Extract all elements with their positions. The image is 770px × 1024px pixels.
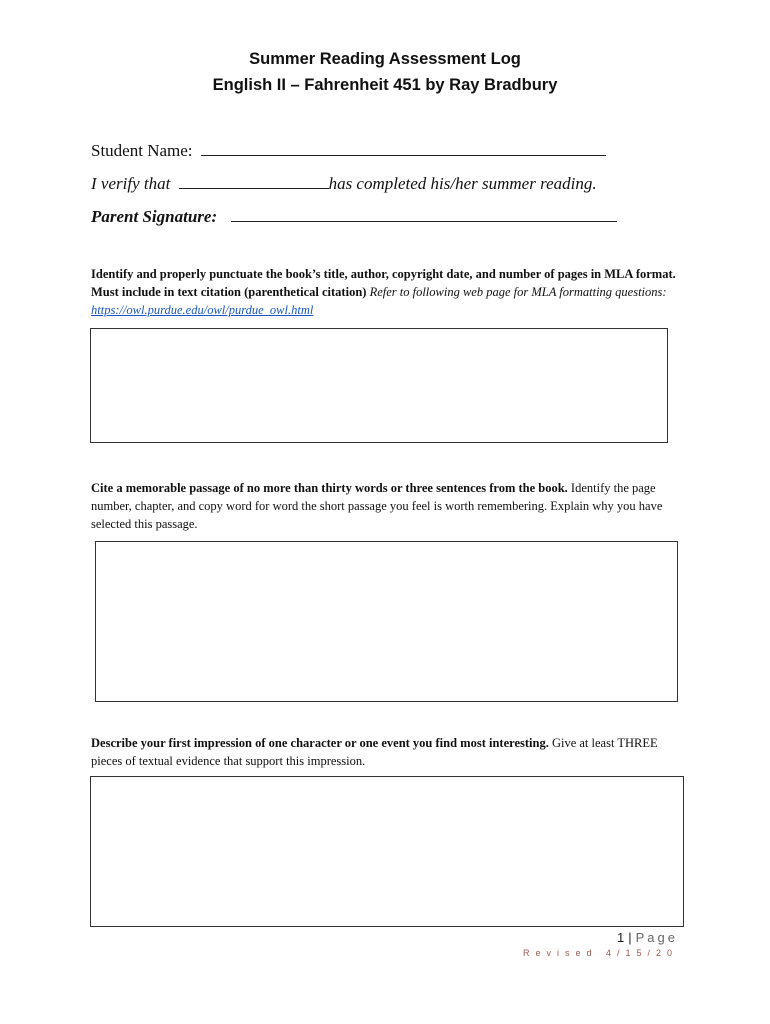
section1-prompt [91, 265, 681, 319]
verify-suffix: has completed his/her summer reading. [328, 174, 597, 193]
section2-bold-text: Cite a memorable passage of no more than thirty words or three sentences from the book. [91, 481, 568, 495]
page-title: Summer Reading Assessment Log [249, 50, 521, 68]
revision-date: Revised 4/15/20 [522, 948, 678, 958]
parent-signature-row [91, 206, 617, 227]
verify-name-field[interactable] [179, 173, 329, 189]
memorable-passage-answer-box[interactable] [95, 541, 678, 702]
page-subtitle: English II – Fahrenheit 451 by Ray Bradbury [212, 76, 558, 94]
parent-signature-label: Parent Signature: [91, 207, 218, 226]
student-name-label: Student Name: [91, 141, 193, 160]
page-word: Page [635, 930, 678, 945]
owl-purdue-link[interactable]: https://owl.purdue.edu/owl/purdue_owl.html [91, 303, 314, 317]
first-impression-answer-box[interactable] [90, 776, 684, 927]
parent-signature-field[interactable] [231, 206, 617, 222]
student-name-row [91, 140, 606, 161]
section3-prompt [91, 734, 681, 770]
page-footer [617, 930, 678, 945]
mla-citation-answer-box[interactable] [90, 328, 668, 443]
verify-prefix: I verify that [91, 174, 171, 193]
section1-italic-text: Refer to following web page for MLA formatting questions: [369, 285, 667, 299]
verify-row [91, 173, 597, 194]
page-number: 1 [617, 930, 625, 945]
section1-bold-text: Identify and properly punctuate the book’s title, author, copyright date, and number of pages in MLA format. Must include in text citation (parenthetical citation) [91, 267, 676, 299]
page-separator: | [628, 930, 632, 945]
student-name-field[interactable] [201, 140, 606, 156]
section3-bold-text: Describe your first impression of one character or one event you find most interesting. [91, 736, 549, 750]
section3-normal-text: Give at least THREE pieces of textual evidence that support this impression. [91, 736, 658, 768]
section2-prompt [91, 479, 681, 533]
section2-normal-text: Identify the page number, chapter, and copy word for word the short passage you feel is worth remembering. Explain why you have selected this passage. [91, 481, 663, 531]
